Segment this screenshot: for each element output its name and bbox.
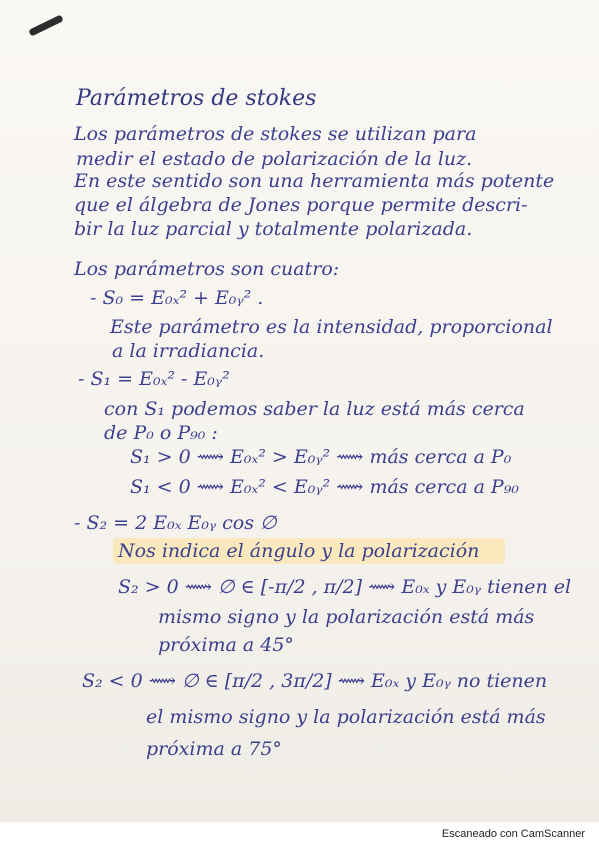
s2-formula: - S₂ = 2 E₀ₓ E₀ᵧ cos ∅	[74, 512, 277, 534]
s1-case-positive: S₁ > 0 ⟿ E₀ₓ² > E₀ᵧ² ⟿ más cerca a P₀	[130, 446, 512, 468]
params-heading: Los parámetros son cuatro:	[74, 258, 340, 280]
s1-desc-2: de P₀ o P₉₀ :	[104, 422, 218, 444]
s2-note: Nos indica el ángulo y la polarización	[118, 540, 480, 562]
s0-formula: - S₀ = E₀ₓ² + E₀ᵧ² .	[90, 287, 264, 309]
intro-line-5: bir la luz parcial y totalmente polarizada.	[74, 218, 473, 240]
s2-neg-line-2: el mismo signo y la polarización está más	[146, 706, 546, 728]
intro-line-1: Los parámetros de stokes se utilizan para	[74, 123, 477, 145]
intro-line-4: que el álgebra de Jones porque permite descri-	[74, 194, 528, 216]
s1-formula: - S₁ = E₀ₓ² - E₀ᵧ²	[78, 368, 230, 390]
page-title: Parámetros de stokes	[76, 86, 317, 111]
s2-pos-line-2: mismo signo y la polarización está más	[158, 606, 535, 628]
s2-neg-line-1: S₂ < 0 ⟿ ∅ ∈ [π/2 , 3π/2] ⟿ E₀ₓ y E₀ᵧ no tienen	[82, 670, 548, 692]
s2-neg-line-3: próxima a 75°	[146, 738, 282, 760]
s0-desc-2: a la irradiancia.	[112, 340, 265, 362]
intro-line-3: En este sentido son una herramienta más potente	[74, 170, 555, 192]
pen-mark	[28, 14, 63, 36]
s1-case-negative: S₁ < 0 ⟿ E₀ₓ² < E₀ᵧ² ⟿ más cerca a P₉₀	[130, 476, 519, 498]
s2-pos-line-1: S₂ > 0 ⟿ ∅ ∈ [-π/2 , π/2] ⟿ E₀ₓ y E₀ᵧ tienen el	[118, 576, 572, 598]
s0-desc-1: Este parámetro es la intensidad, proporcional	[110, 316, 553, 338]
scanner-footer	[0, 822, 599, 848]
scanner-watermark: Escaneado con CamScanner	[441, 828, 585, 840]
intro-line-2: medir el estado de polarización de la luz.	[76, 148, 473, 170]
s2-pos-line-3: próxima a 45°	[158, 634, 294, 656]
s1-desc-1: con S₁ podemos saber la luz está más cerca	[104, 398, 525, 420]
